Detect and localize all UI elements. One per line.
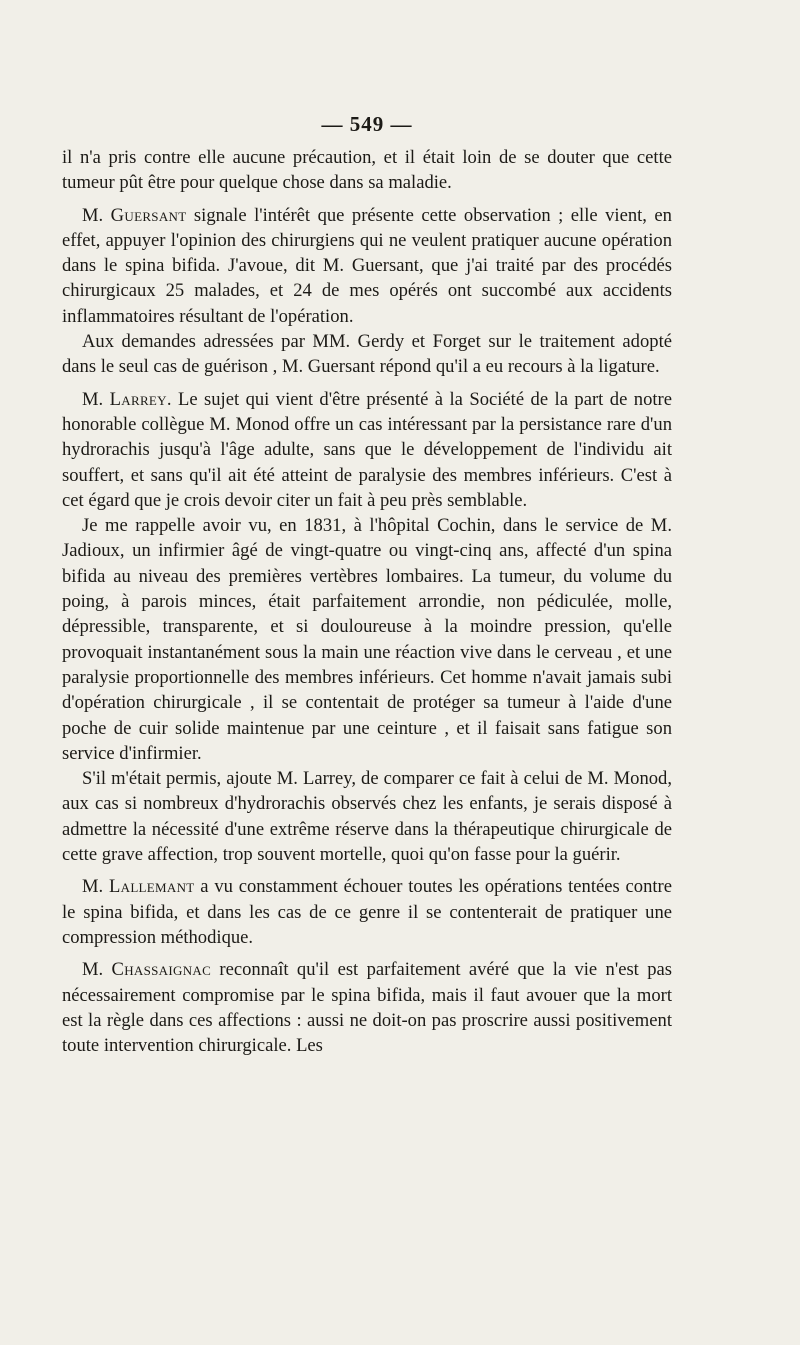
- paragraph-case-1831: [62, 513, 672, 766]
- paragraph-continuation: [62, 145, 672, 196]
- body-text: [62, 145, 672, 1058]
- paragraph-text: S'il m'était permis, ajoute M. Larrey, de comparer ce fait à celui de M. Monod, aux cas si nombreux d'hydrorachis observés chez les enfants, je serais disposé à admettre la nécessité d'une extrême réserve dans la thérapeutique chirurgicale de cette grave affection, trop souvent mortelle, quoi qu'on fasse pour la guérir.: [62, 768, 672, 866]
- paragraph-reply: [62, 329, 672, 380]
- paragraph-text: a vu constamment échouer toutes les opérations tentées contre le spina bifida, et dans les cas de ce genre il se contenterait de pratiquer une compression méthodique.: [62, 876, 672, 948]
- speaker-name: Chassaignac: [111, 959, 212, 981]
- paragraph-text: il n'a pris contre elle aucune précaution, et il était loin de se douter que cette tumeur pût être pour quelque chose dans sa maladie.: [62, 147, 672, 194]
- speaker-prefix: M.: [82, 204, 111, 226]
- paragraph-larrey: [62, 387, 672, 513]
- speaker-prefix: M.: [82, 959, 112, 981]
- paragraph-chassaignac: [62, 957, 672, 1058]
- speaker-name: Guersant: [110, 204, 187, 226]
- paragraph-text: reconnaît qu'il est parfaitement avéré que la vie n'est pas nécessairement compromise par le spina bifida, mais il faut avouer que la mort est la règle dans ces affections : aussi ne doit-on pas proscrire aussi positivement toute intervention chirurgicale. Les: [62, 959, 672, 1057]
- paragraph-lallemant: [62, 874, 672, 950]
- paragraph-text: . Le sujet qui vient d'être présenté à la Société de la part de notre honorable collègue M. Monod offre un cas intéressant par la persistance rare d'un hydrorachis jusqu'à l'âge adulte, sans que le développement de l'individu ait souffert, et sans qu'il ait été atteint de paralysie des membres inférieurs. C'est à cet égard que je crois devoir citer un fait à peu près semblable.: [62, 388, 672, 511]
- speaker-prefix: M.: [82, 876, 109, 898]
- paragraph-larrey-comparison: [62, 766, 672, 867]
- paragraph-guersant: [62, 203, 672, 329]
- paragraph-text: Aux demandes adressées par MM. Gerdy et Forget sur le traitement adopté dans le seul cas de guérison , M. Guersant répond qu'il a eu recours à la ligature.: [62, 331, 672, 378]
- page-number: — 549 —: [321, 112, 413, 136]
- speaker-name: Lallemant: [108, 876, 195, 898]
- speaker-name: Larrey: [109, 388, 167, 410]
- paragraph-text: Je me rappelle avoir vu, en 1831, à l'hôpital Cochin, dans le service de M. Jadioux, un infirmier âgé de vingt-quatre ou vingt-cinq ans, affecté d'un spina bifida au niveau des premières vertèbres lombaires. La tumeur, du volume du poing, à parois minces, était parfaitement arrondie, non pédiculée, molle, dépressible, transparente, et si douloureuse à la moindre pression, qu'elle provoquait instantanément sous la main une réaction vive dans le cerveau , et une paralysie proportionnelle des membres inférieurs. Cet homme n'avait jamais subi d'opération chirurgicale , il se contentait de protéger sa tumeur à l'aide d'une poche de cuir solide maintenue par une ceinture , et il faisait sans fatigue son service d'infirmier.: [62, 515, 672, 764]
- paragraph-text: signale l'intérêt que présente cette observation ; elle vient, en effet, appuyer l'opinion des chirurgiens qui ne veulent pratiquer aucune opération dans le spina bifida. J'avoue, dit M. Guersant, que j'ai traité par des procédés chirurgicaux 25 malades, et 24 de mes opérés ont succombé aux accidents inflammatoires résultant de l'opération.: [62, 204, 672, 327]
- speaker-prefix: M.: [82, 388, 110, 410]
